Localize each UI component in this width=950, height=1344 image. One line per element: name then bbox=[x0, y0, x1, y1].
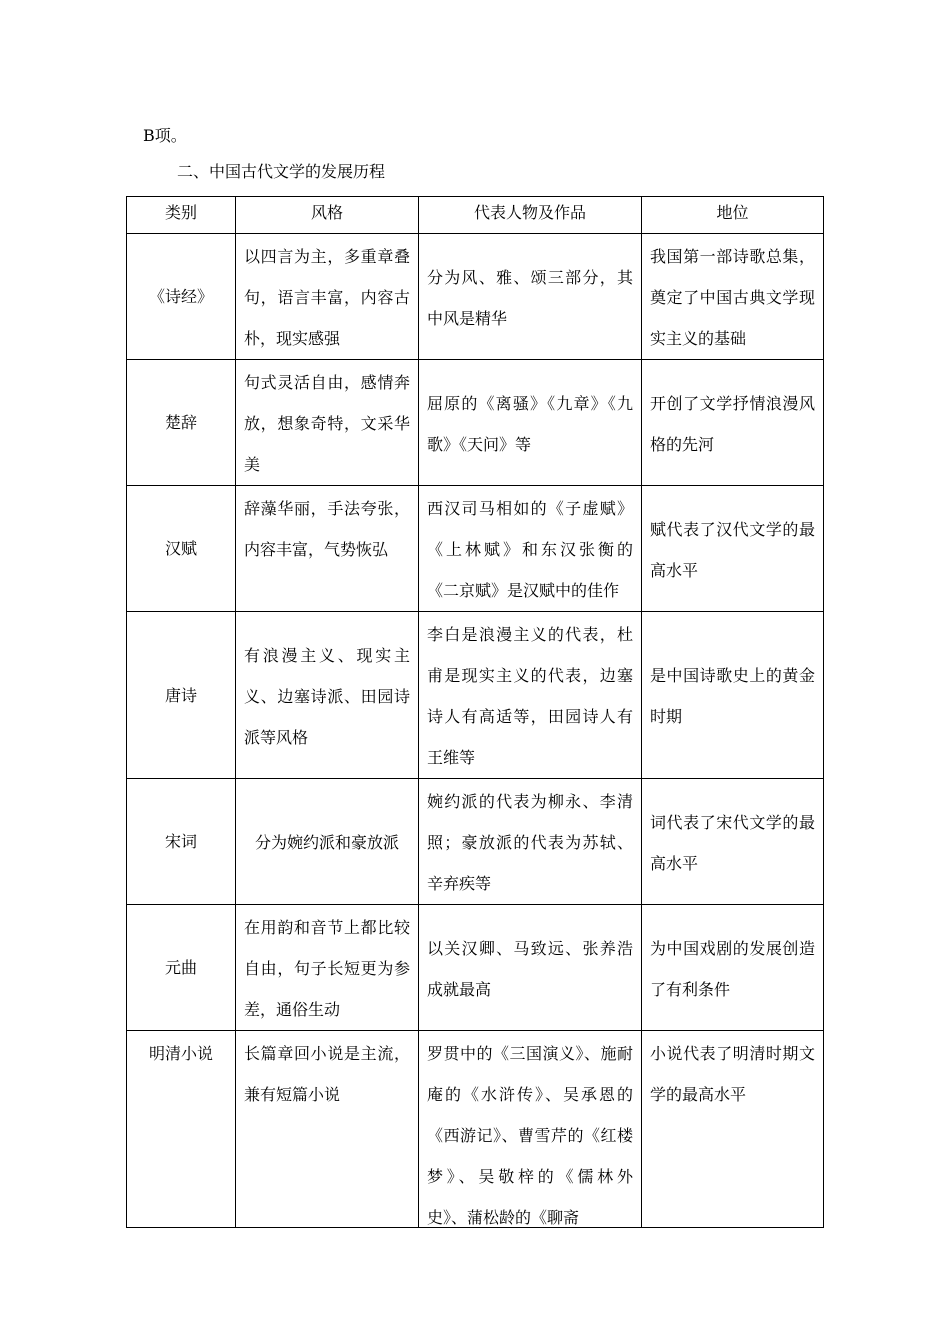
cell-category: 楚辞 bbox=[127, 360, 236, 486]
cell-category: 宋词 bbox=[127, 779, 236, 905]
table-row bbox=[127, 612, 824, 779]
cell-status: 是中国诗歌史上的黄金时期 bbox=[642, 612, 824, 779]
cell-works: 屈原的《离骚》《九章》《九歌》《天问》等 bbox=[419, 360, 642, 486]
table-row bbox=[127, 905, 824, 1031]
cell-status: 我国第一部诗歌总集，奠定了中国古典文学现实主义的基础 bbox=[642, 234, 824, 360]
cell-status: 词代表了宋代文学的最高水平 bbox=[642, 779, 824, 905]
cell-category bbox=[127, 234, 236, 360]
cell-works: 婉约派的代表为柳永、李清照；豪放派的代表为苏轼、辛弃疾等 bbox=[419, 779, 642, 905]
category-text: 《诗经》 bbox=[148, 287, 213, 306]
table-row bbox=[127, 1031, 824, 1228]
cell-works: 分为风、雅、颂三部分，其中风是精华 bbox=[419, 234, 642, 360]
cell-style: 有浪漫主义、现实主义、边塞诗派、田园诗派等风格 bbox=[236, 612, 419, 779]
section-heading: 二、中国古代文学的发展历程 bbox=[177, 162, 386, 181]
cell-status: 小说代表了明清时期文学的最高水平 bbox=[642, 1031, 824, 1228]
header-works: 代表人物及作品 bbox=[419, 197, 642, 234]
cell-works: 西汉司马相如的《子虚赋》《上林赋》和东汉张衡的《二京赋》是汉赋中的佳作 bbox=[419, 486, 642, 612]
cell-category: 元曲 bbox=[127, 905, 236, 1031]
literature-table bbox=[126, 196, 824, 1228]
intro-line: B项。 bbox=[143, 126, 187, 145]
header-style: 风格 bbox=[236, 197, 419, 234]
cell-style: 长篇章回小说是主流，兼有短篇小说 bbox=[236, 1031, 419, 1228]
cell-category: 唐诗 bbox=[127, 612, 236, 779]
cell-works bbox=[419, 1031, 642, 1228]
cell-style: 辞藻华丽，手法夸张，内容丰富，气势恢弘 bbox=[236, 486, 419, 612]
header-category: 类别 bbox=[127, 197, 236, 234]
cell-status: 为中国戏剧的发展创造了有利条件 bbox=[642, 905, 824, 1031]
cell-style: 以四言为主，多重章叠句，语言丰富，内容古朴，现实感强 bbox=[236, 234, 419, 360]
table-row bbox=[127, 486, 824, 612]
cell-style: 分为婉约派和豪放派 bbox=[236, 779, 419, 905]
table-header-row bbox=[127, 197, 824, 234]
cell-style: 句式灵活自由，感情奔放，想象奇特，文采华美 bbox=[236, 360, 419, 486]
works-text: 罗贯中的《三国演义》、施耐庵的《水浒传》、吴承恩的《西游记》、曹雪芹的《红楼梦》、吴敬梓的《儒林外史》、蒲松龄的《聊斋 bbox=[427, 1044, 633, 1225]
cell-style: 在用韵和音节上都比较自由，句子长短更为参差，通俗生动 bbox=[236, 905, 419, 1031]
table-row bbox=[127, 360, 824, 486]
cell-category: 汉赋 bbox=[127, 486, 236, 612]
cell-works: 以关汉卿、马致远、张养浩成就最高 bbox=[419, 905, 642, 1031]
cell-status: 开创了文学抒情浪漫风格的先河 bbox=[642, 360, 824, 486]
table-row bbox=[127, 779, 824, 905]
cell-status: 赋代表了汉代文学的最高水平 bbox=[642, 486, 824, 612]
table-row bbox=[127, 234, 824, 360]
cell-works: 李白是浪漫主义的代表，杜甫是现实主义的代表，边塞诗人有高适等，田园诗人有王维等 bbox=[419, 612, 642, 779]
cell-category: 明清小说 bbox=[127, 1031, 236, 1228]
header-status: 地位 bbox=[642, 197, 824, 234]
